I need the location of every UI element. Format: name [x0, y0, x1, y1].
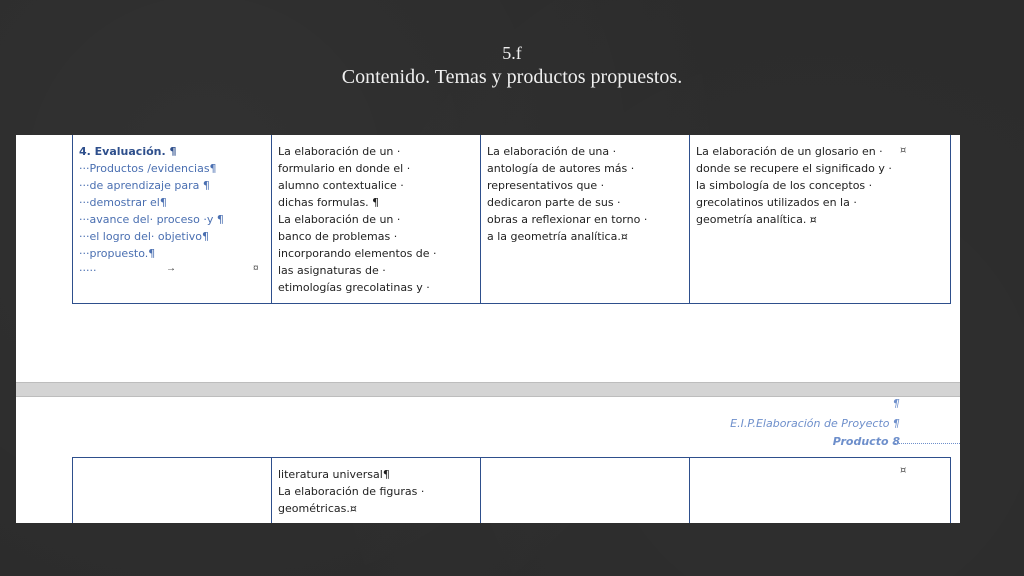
cell-text-line: La elaboración de un glosario en · — [696, 145, 883, 158]
slide-number: 5.f — [502, 43, 522, 63]
cell-text-line: incorporando elementos de · — [278, 247, 437, 260]
product-cell-continuation[interactable] — [272, 458, 481, 524]
row-end-mark: ¤ — [900, 465, 907, 476]
product-cell-antologia[interactable] — [481, 135, 690, 304]
cell-text-line: donde se recupere el significado y · — [696, 162, 892, 175]
cell-text-line: dedicaron parte de sus · — [487, 196, 621, 209]
cell-text-line: antología de autores más · — [487, 162, 635, 175]
empty-cell[interactable] — [481, 458, 690, 524]
cell-text-line: literatura universal¶ — [278, 468, 390, 481]
evaluation-title: 4. Evaluación. ¶ — [79, 145, 177, 158]
table-row — [73, 458, 951, 524]
cell-text-line: obras a reflexionar en torno · — [487, 213, 648, 226]
cell-text-line: geometría analítica. ¤ — [696, 213, 817, 226]
cell-text-line: representativos que · — [487, 179, 605, 192]
product-cell-formulario[interactable] — [272, 135, 481, 304]
cell-text-line: formulario en donde el · — [278, 162, 411, 175]
cell-text-line: banco de problemas · — [278, 230, 398, 243]
cell-text-line: dichas formulas. ¶ — [278, 196, 380, 209]
continuation-table — [72, 457, 951, 523]
evaluation-line: ···propuesto.¶ — [79, 247, 156, 260]
evaluation-line: ···avance del· proceso ·y ¶ — [79, 213, 224, 226]
table-row — [73, 135, 951, 304]
cell-text-line: alumno contextualice · — [278, 179, 404, 192]
cell-text-line: La elaboración de un · — [278, 213, 401, 226]
tab-arrow-mark: → — [166, 263, 176, 274]
product-cell-glosario[interactable] — [690, 135, 951, 304]
evaluation-line: ···Productos /evidencias¶ — [79, 162, 217, 175]
page-break-separator — [16, 382, 960, 397]
evaluation-line: ····· — [79, 264, 97, 277]
slide-title — [0, 42, 1024, 90]
header-product-label: Producto 8 — [832, 435, 900, 448]
empty-cell[interactable] — [73, 458, 272, 524]
header-paragraph-mark: ¶ — [893, 397, 900, 410]
cell-text-line: geométricas.¤ — [278, 502, 357, 515]
cell-text-line: La elaboración de un · — [278, 145, 401, 158]
cell-text-line: etimologías grecolatinas y · — [278, 281, 430, 294]
document-screenshot — [16, 135, 960, 523]
header-dotted-leader — [894, 443, 960, 444]
cell-text-line: a la geometría analítica.¤ — [487, 230, 628, 243]
empty-cell[interactable] — [690, 458, 951, 524]
cell-text-line: La elaboración de una · — [487, 145, 617, 158]
cell-text-line: La elaboración de figuras · — [278, 485, 425, 498]
header-project-title: E.I.P.Elaboración de Proyecto ¶ — [730, 417, 900, 430]
evaluation-cell[interactable] — [73, 135, 272, 304]
cell-end-mark: ¤ — [253, 263, 259, 274]
evaluation-line: ···de aprendizaje para ¶ — [79, 179, 210, 192]
evaluation-table — [72, 135, 951, 304]
evaluation-line: ···demostrar el¶ — [79, 196, 167, 209]
row-end-mark: ¤ — [900, 145, 907, 156]
cell-text-line: las asignaturas de · — [278, 264, 386, 277]
slide-subtitle: Contenido. Temas y productos propuestos. — [341, 66, 683, 88]
evaluation-line: ···el logro del· objetivo¶ — [79, 230, 210, 243]
cell-text-line: grecolatinos utilizados en la · — [696, 196, 857, 209]
cell-text-line: la simbología de los conceptos · — [696, 179, 873, 192]
